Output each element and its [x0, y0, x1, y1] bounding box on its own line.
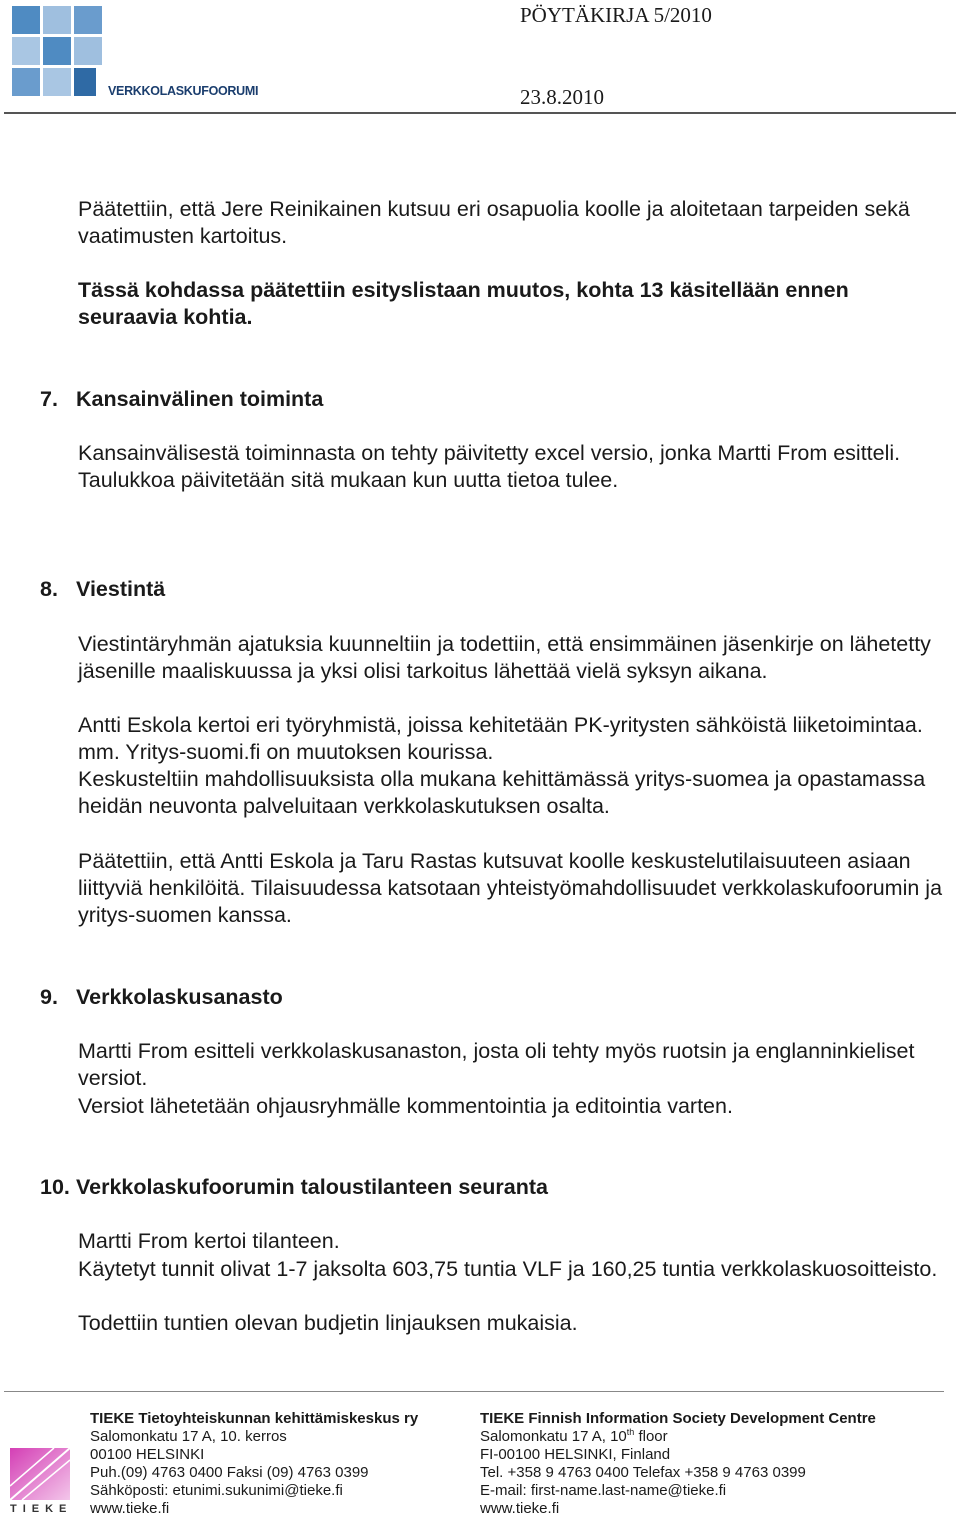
footer-website: www.tieke.fi: [480, 1500, 560, 1517]
paragraph-talous-2: Käytetyt tunnit olivat 1-7 jaksolta 603,75 tuntia VLF ja 160,25 tuntia verkkolaskuosoitteisto.: [78, 1257, 938, 1281]
paragraph-decision-kartoitus: Päätettiin, että Jere Reinikainen kutsuu eri osapuolia koolle ja aloitetaan tarpeiden sekä vaatimusten kartoitus.: [78, 197, 910, 248]
verkkolaskufoorumi-logo: [12, 6, 259, 98]
paragraph-agenda-change: Tässä kohdassa päätettiin esityslistaan muutos, kohta 13 käsitellään ennen seuraavia kohtia.: [78, 278, 849, 329]
logo-wordmark: VERKKOLASKUFOORUMI: [108, 84, 259, 98]
footer-street: Salomonkatu 17 A, 10th floor: [480, 1427, 668, 1445]
footer-street: Salomonkatu 17 A, 10. kerros: [90, 1428, 287, 1445]
footer-email: E-mail: first-name.last-name@tieke.fi: [480, 1482, 727, 1499]
section-number: 7.: [40, 387, 58, 411]
document-date: 23.8.2010: [520, 85, 604, 109]
section-number: 9.: [40, 985, 58, 1009]
section-heading-9: [40, 984, 283, 1011]
paragraph-viestinta-4: Päätettiin, että Antti Eskola ja Taru Rastas kutsuvat koolle keskustelutilaisuuteen asiaan liittyviä henkilöitä. Tilaisuudessa katsotaan yhteistyömahdollisuudet verkkolaskufoorumin ja yritys-suomen kanssa.: [78, 849, 943, 927]
paragraph-sanasto-1: Martti From esitteli verkkolaskusanaston, josta oli tehty myös ruotsin ja englanninkieliset versiot.: [78, 1039, 915, 1090]
footer-contact-finnish: [90, 1410, 418, 1518]
footer-email: Sähköposti: etunimi.sukunimi@tieke.fi: [90, 1482, 343, 1499]
paragraph-viestinta-3: Keskusteltiin mahdollisuuksista olla mukana kehittämässä yritys-suomea ja opastamassa heidän neuvonta palveluitaan verkkolaskutuksen osalta.: [78, 767, 926, 818]
footer-org-name: TIEKE Tietoyhteiskunnan kehittämiskeskus ry: [90, 1410, 419, 1427]
footer-website: www.tieke.fi: [90, 1500, 170, 1517]
header-divider: [4, 112, 956, 114]
paragraph-viestinta-1: Viestintäryhmän ajatuksia kuunneltiin ja todettiin, että ensimmäinen jäsenkirje on lähetetty jäsenille maaliskuussa ja yksi olisi tarkoitus lähettää vielä syksyn aikana.: [78, 632, 931, 683]
footer-city: FI-00100 HELSINKI, Finland: [480, 1446, 671, 1463]
section-number: 10.: [40, 1175, 70, 1199]
footer-city: 00100 HELSINKI: [90, 1446, 205, 1463]
document-title: PÖYTÄKIRJA 5/2010: [520, 3, 712, 27]
paragraph-talous-3: Todettiin tuntien olevan budjetin linjauksen mukaisia.: [78, 1311, 578, 1335]
section-heading-7: [40, 386, 323, 413]
tieke-logo-word: TIEKE: [10, 1503, 73, 1515]
footer-contact-english: [480, 1410, 876, 1518]
paragraph-viestinta-2: Antti Eskola kertoi eri työryhmistä, joissa kehitetään PK-yritysten sähköistä liiketoimintaa. mm. Yritys-suomi.fi on muutoksen kourissa.: [78, 713, 923, 764]
section-title: Verkkolaskufoorumin taloustilanteen seuranta: [76, 1175, 548, 1199]
section-title: Verkkolaskusanasto: [76, 985, 283, 1009]
footer-phone: Puh.(09) 4763 0400 Faksi (09) 4763 0399: [90, 1464, 369, 1481]
paragraph-talous-1: Martti From kertoi tilanteen.: [78, 1229, 340, 1253]
footer-phone: Tel. +358 9 4763 0400 Telefax +358 9 4763 0399: [480, 1464, 806, 1481]
footer-divider: [4, 1391, 944, 1392]
section-heading-10: [40, 1174, 548, 1201]
section-heading-8: [40, 576, 165, 603]
section-number: 8.: [40, 577, 58, 601]
paragraph-kansainvalinen: Kansainvälisestä toiminnasta on tehty päivitetty excel versio, jonka Martti From esitteli. Taulukkoa päivitetään sitä mukaan kun uutta tietoa tulee.: [78, 441, 901, 492]
paragraph-sanasto-2: Versiot lähetetään ohjausryhmälle kommentointia ja editointia varten.: [78, 1094, 733, 1118]
section-title: Kansainvälinen toiminta: [76, 387, 324, 411]
footer-org-name: TIEKE Finnish Information Society Development Centre: [480, 1410, 876, 1427]
section-title: Viestintä: [76, 577, 166, 601]
